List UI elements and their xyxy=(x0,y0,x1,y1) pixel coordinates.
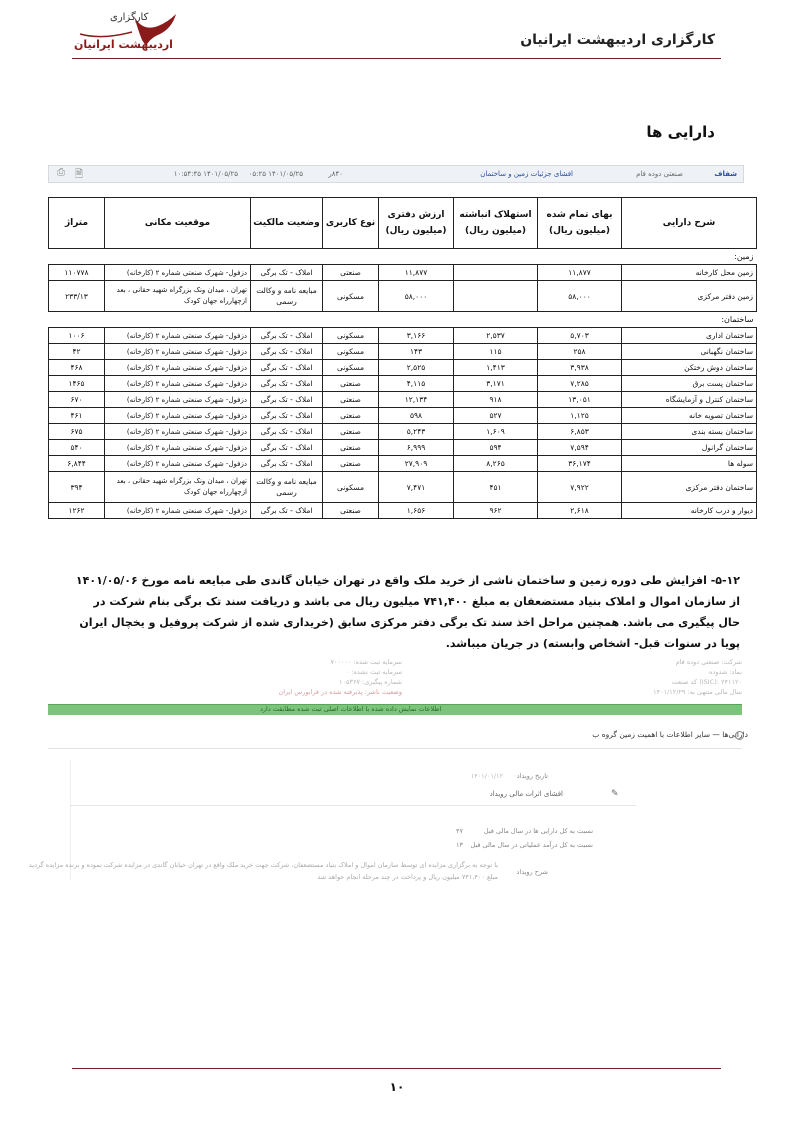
toolbar-strip xyxy=(48,165,744,183)
toolbar-field: ۸۴۰ر xyxy=(328,170,343,178)
cell-book-value: ۵۸,۰۰۰ xyxy=(379,281,454,312)
cell-depreciation: ۸,۲۶۵ xyxy=(454,456,538,472)
header-title: کارگزاری اردیبهشت ایرانیان xyxy=(520,32,715,48)
event-date-value: ۱۴۰۱/۰۱/۱۲ xyxy=(470,772,503,780)
cell-depreciation xyxy=(454,281,538,312)
cell-location: تهران ، میدان ونک بزرگراه شهید حقانی ، بعد ازچهارراه جهان کودک xyxy=(105,472,251,503)
cell-location: دزفول- شهرک صنعتی شماره ۲ (کارخانه) xyxy=(105,440,251,456)
group-land-label: زمین: xyxy=(49,249,757,265)
cell-usage: صنعتی xyxy=(323,456,379,472)
table-row xyxy=(49,265,757,281)
cell-ownership: املاک - تک برگی xyxy=(251,376,323,392)
cell-cost: ۵,۷۰۳ xyxy=(538,328,622,344)
cell-cost: ۷,۵۹۴ xyxy=(538,440,622,456)
cell-description: زمین دفتر مرکزی xyxy=(622,281,757,312)
cell-description: ساختمان بسته بندی xyxy=(622,424,757,440)
cell-location: دزفول- شهرک صنعتی شماره ۲ (کارخانه) xyxy=(105,392,251,408)
info-panel xyxy=(48,656,742,700)
info-tracking-number: شماره پیگیری: ۱۰۵۳۶۷ xyxy=(339,678,402,686)
cell-book-value: ۱۱,۸۷۷ xyxy=(379,265,454,281)
cell-area: ۳۹۴ xyxy=(49,472,105,503)
cell-ownership: املاک - تک برگی xyxy=(251,456,323,472)
tab-active[interactable]: شفاف xyxy=(714,170,737,178)
tab-link[interactable]: افشای جزئیات زمین و ساختمان xyxy=(480,170,573,178)
cell-usage: صنعتی xyxy=(323,265,379,281)
cell-depreciation: ۴۵۱ xyxy=(454,472,538,503)
cell-usage: مسکونی xyxy=(323,281,379,312)
section-title: دارایی ها xyxy=(646,123,715,141)
info-isic: کد صنعت (ISIC): ۲۴۱۱۲۰ xyxy=(671,678,742,686)
table-row xyxy=(49,503,757,519)
cell-area: ۲۳۳/۱۳ xyxy=(49,281,105,312)
cell-area: ۴۶۸ xyxy=(49,360,105,376)
cell-location: دزفول- شهرک صنعتی شماره ۲ (کارخانه) xyxy=(105,328,251,344)
cell-description: ساختمان کنترل و آزمایشگاه xyxy=(622,392,757,408)
footer-divider xyxy=(72,1068,721,1069)
header-depreciation: استهلاک انباشته (میلیون ریال) xyxy=(454,198,538,249)
toolbar-date-1: ۱۴۰۱/۰۵/۲۵ ۰۵:۲۵ xyxy=(248,170,303,178)
print-icon[interactable]: ⎙ xyxy=(57,167,65,178)
cell-location: دزفول- شهرک صنعتی شماره ۲ (کارخانه) xyxy=(105,360,251,376)
cell-location: دزفول- شهرک صنعتی شماره ۲ (کارخانه) xyxy=(105,265,251,281)
event-description-label: شرح رویداد xyxy=(516,868,548,876)
cell-usage: مسکونی xyxy=(323,328,379,344)
cell-location: دزفول- شهرک صنعتی شماره ۲ (کارخانه) xyxy=(105,408,251,424)
info-capital: سرمایه ثبت شده: ۷۰۰۰۰۰ xyxy=(330,658,402,666)
header-ownership: وضعیت مالکیت xyxy=(251,198,323,249)
cell-usage: صنعتی xyxy=(323,376,379,392)
group-buildings xyxy=(49,312,757,328)
cell-usage: مسکونی xyxy=(323,360,379,376)
cell-area: ۱۱۰۷۷۸ xyxy=(49,265,105,281)
cell-ownership: املاک - تک برگی xyxy=(251,265,323,281)
cell-description: ساختمان دوش رختکن xyxy=(622,360,757,376)
cell-cost: ۲,۶۱۸ xyxy=(538,503,622,519)
cell-ownership: املاک - تک برگی xyxy=(251,360,323,376)
table-row xyxy=(49,360,757,376)
asset-table xyxy=(48,197,757,519)
cell-depreciation: ۱۱۵ xyxy=(454,344,538,360)
cell-depreciation: ۱,۶۰۹ xyxy=(454,424,538,440)
info-publisher-status: وضعیت ناشر: پذیرفته شده در فرابورس ایران xyxy=(278,688,402,696)
radio-icon[interactable] xyxy=(735,731,744,740)
cell-area: ۶,۸۴۴ xyxy=(49,456,105,472)
cell-location: دزفول- شهرک صنعتی شماره ۲ (کارخانه) xyxy=(105,344,251,360)
note-paragraph: ۵-۱۲- افزایش طی دوره زمین و ساختمان ناشی از خرید ملک واقع در تهران خیابان گاندی طی مبایعه نامه مورخ ۱۴۰۱/۰۵/۰۶ از سازمان اموال و املاک بنیاد مستضعفان به مبلغ ۷۴۱,۴۰۰ میلیون ریال می باشد و دریافت سند تک برگی بنام شرکت در حال پیگیری می باشد. همچنین مراحل اخذ سند تک برگی دفتر مرکزی سابق (خریداری شده از شرکت پروفیل و یخچال ایران پویا در سنوات قبل- اشخاص وابسته) در جریان میباشد. xyxy=(75,574,740,650)
header-book-value: ارزش دفتری (میلیون ریال) xyxy=(379,198,454,249)
cell-description: ساختمان نگهبانی xyxy=(622,344,757,360)
cell-depreciation: ۳,۱۷۱ xyxy=(454,376,538,392)
cell-area: ۶۷۰ xyxy=(49,392,105,408)
cell-usage: مسکونی xyxy=(323,344,379,360)
table-header-row xyxy=(49,198,757,249)
cell-cost: ۲۵۸ xyxy=(538,344,622,360)
table-row xyxy=(49,456,757,472)
cell-description: ساختمان تصویه خانه xyxy=(622,408,757,424)
cell-depreciation: ۹۱۸ xyxy=(454,392,538,408)
verification-text: اطلاعات نمایش داده شده با اطلاعات اصلی ثبت شده مطابقت دارد xyxy=(260,705,442,713)
toolbar-date-2: ۱۴۰۱/۰۵/۲۵ ۱۰:۵۴:۴۵ xyxy=(173,170,238,178)
logo-line2: اردیبهشت ایرانیان xyxy=(74,38,173,51)
cell-cost: ۷,۹۲۲ xyxy=(538,472,622,503)
cell-area: ۴۶۱ xyxy=(49,408,105,424)
cell-ownership: املاک - تک برگی xyxy=(251,344,323,360)
cell-cost: ۱۳,۰۵۱ xyxy=(538,392,622,408)
cell-depreciation: ۵۲۷ xyxy=(454,408,538,424)
cell-area: ۵۴۰ xyxy=(49,440,105,456)
cell-book-value: ۵,۲۴۳ xyxy=(379,424,454,440)
table-row xyxy=(49,376,757,392)
cell-ownership: املاک - تک برگی xyxy=(251,440,323,456)
box-divider xyxy=(70,805,636,806)
header-usage: نوع کاربری xyxy=(323,198,379,249)
cell-book-value: ۲۷,۹۰۹ xyxy=(379,456,454,472)
cell-ownership: املاک - تک برگی xyxy=(251,408,323,424)
cell-ownership: مبایعه نامه و وکالت رسمی xyxy=(251,281,323,312)
cell-ownership: املاک - تک برگی xyxy=(251,424,323,440)
cell-area: ۱۰۰۶ xyxy=(49,328,105,344)
cell-area: ۱۲۶۲ xyxy=(49,503,105,519)
cell-description: زمین محل کارخانه xyxy=(622,265,757,281)
event-description-text: با توجه به برگزاری مزایده ای توسط سازمان اموال و املاک بنیاد مستضعفان، شرکت جهت خرید ملک واقع در تهران خیابان گاندی در مزایده شرکت نموده و برنده مزایده گردید xyxy=(28,861,498,869)
cell-depreciation: ۹۶۲ xyxy=(454,503,538,519)
nav-text[interactable]: دارایی‌ها — سایر اطلاعات با اهمیت زمین گروه ب xyxy=(592,730,748,739)
cell-ownership: املاک - تک برگی xyxy=(251,503,323,519)
cell-usage: صنعتی xyxy=(323,424,379,440)
cell-description: ساختمان گرانول xyxy=(622,440,757,456)
cell-cost: ۳۶,۱۷۴ xyxy=(538,456,622,472)
cell-usage: صنعتی xyxy=(323,408,379,424)
logo-line1: کارگزاری xyxy=(110,12,149,23)
ratio-revenue-label: نسبت به کل درآمد عملیاتی در سال مالی قبل xyxy=(470,841,593,849)
financial-effects-title: افشای اثرات مالی رویداد xyxy=(489,790,563,798)
info-company: شرکت: صنعتی دوده فام xyxy=(675,658,742,666)
cell-ownership: املاک - تک برگی xyxy=(251,328,323,344)
cell-book-value: ۷,۴۷۱ xyxy=(379,472,454,503)
edit-icon: ✎ xyxy=(611,789,619,799)
header-location: موقعیت مکانی xyxy=(105,198,251,249)
tab-company[interactable]: صنعتی دوده فام xyxy=(636,170,683,178)
event-date-label: تاریخ رویداد xyxy=(516,772,548,780)
cell-cost: ۶,۸۵۳ xyxy=(538,424,622,440)
cell-ownership: املاک - تک برگی xyxy=(251,392,323,408)
table-row xyxy=(49,440,757,456)
table-row xyxy=(49,344,757,360)
company-logo xyxy=(72,10,182,58)
event-description-text-2: مبلغ ۷۴۱,۴۰۰ میلیون ریال و پرداخت در چند مرحله انجام خواهد شد xyxy=(317,873,498,881)
header-divider xyxy=(72,58,721,59)
cell-depreciation xyxy=(454,265,538,281)
cell-location: دزفول- شهرک صنعتی شماره ۲ (کارخانه) xyxy=(105,503,251,519)
cell-location: دزفول- شهرک صنعتی شماره ۲ (کارخانه) xyxy=(105,424,251,440)
cell-book-value: ۱۲,۱۳۴ xyxy=(379,392,454,408)
cell-book-value: ۱۴۳ xyxy=(379,344,454,360)
cell-book-value: ۶,۹۹۹ xyxy=(379,440,454,456)
cell-usage: صنعتی xyxy=(323,503,379,519)
cell-area: ۴۲ xyxy=(49,344,105,360)
info-symbol: نماد: شدوده xyxy=(709,668,742,676)
table-row xyxy=(49,392,757,408)
cell-book-value: ۵۹۸ xyxy=(379,408,454,424)
cell-book-value: ۳,۱۶۶ xyxy=(379,328,454,344)
header-cost: بهای تمام شده (میلیون ریال) xyxy=(538,198,622,249)
file-icon[interactable]: 🗎 xyxy=(75,169,84,180)
table-row xyxy=(49,472,757,503)
page-number: ۱۰ xyxy=(389,1080,405,1094)
cell-description: ساختمان پست برق xyxy=(622,376,757,392)
cell-description: سوله ها xyxy=(622,456,757,472)
cell-ownership: مبایعه نامه و وکالت رسمی xyxy=(251,472,323,503)
ratio-assets-label: نسبت به کل دارایی ها در سال مالی قبل xyxy=(483,827,593,835)
info-unregistered-capital: سرمایه ثبت نشده: ۰ xyxy=(345,668,402,676)
header-description: شرح دارایی xyxy=(622,198,757,249)
cell-location: دزفول- شهرک صنعتی شماره ۲ (کارخانه) xyxy=(105,376,251,392)
cell-location: دزفول- شهرک صنعتی شماره ۲ (کارخانه) xyxy=(105,456,251,472)
cell-cost: ۵۸,۰۰۰ xyxy=(538,281,622,312)
cell-cost: ۱۱,۸۷۷ xyxy=(538,265,622,281)
header-area: متراژ xyxy=(49,198,105,249)
ratio-assets-value: ۴۷ xyxy=(456,827,463,835)
cell-cost: ۱,۱۲۵ xyxy=(538,408,622,424)
cell-cost: ۳,۹۳۸ xyxy=(538,360,622,376)
cell-book-value: ۲,۵۲۵ xyxy=(379,360,454,376)
cell-usage: مسکونی xyxy=(323,472,379,503)
cell-cost: ۷,۲۸۵ xyxy=(538,376,622,392)
ratio-revenue-value: ۱۳ xyxy=(456,841,463,849)
cell-usage: صنعتی xyxy=(323,392,379,408)
cell-description: ساختمان اداری xyxy=(622,328,757,344)
table-row xyxy=(49,424,757,440)
group-buildings-label: ساختمان: xyxy=(49,312,757,328)
cell-book-value: ۱,۶۵۶ xyxy=(379,503,454,519)
cell-depreciation: ۵۹۴ xyxy=(454,440,538,456)
cell-location: تهران ، میدان ونک بزرگراه شهید حقانی ، بعد ازچهارراه جهان کودک xyxy=(105,281,251,312)
cell-description: دیوار و درب کارخانه xyxy=(622,503,757,519)
cell-depreciation: ۱,۴۱۳ xyxy=(454,360,538,376)
table-row xyxy=(49,281,757,312)
group-land xyxy=(49,249,757,265)
info-fiscal-year: سال مالی منتهی به: ۱۴۰۱/۱۲/۲۹ xyxy=(653,688,742,696)
cell-description: ساختمان دفتر مرکزی xyxy=(622,472,757,503)
cell-area: ۶۷۵ xyxy=(49,424,105,440)
cell-depreciation: ۲,۵۳۷ xyxy=(454,328,538,344)
cell-usage: صنعتی xyxy=(323,440,379,456)
table-row xyxy=(49,408,757,424)
table-row xyxy=(49,328,757,344)
cell-area: ۱۴۶۵ xyxy=(49,376,105,392)
cell-book-value: ۴,۱۱۵ xyxy=(379,376,454,392)
